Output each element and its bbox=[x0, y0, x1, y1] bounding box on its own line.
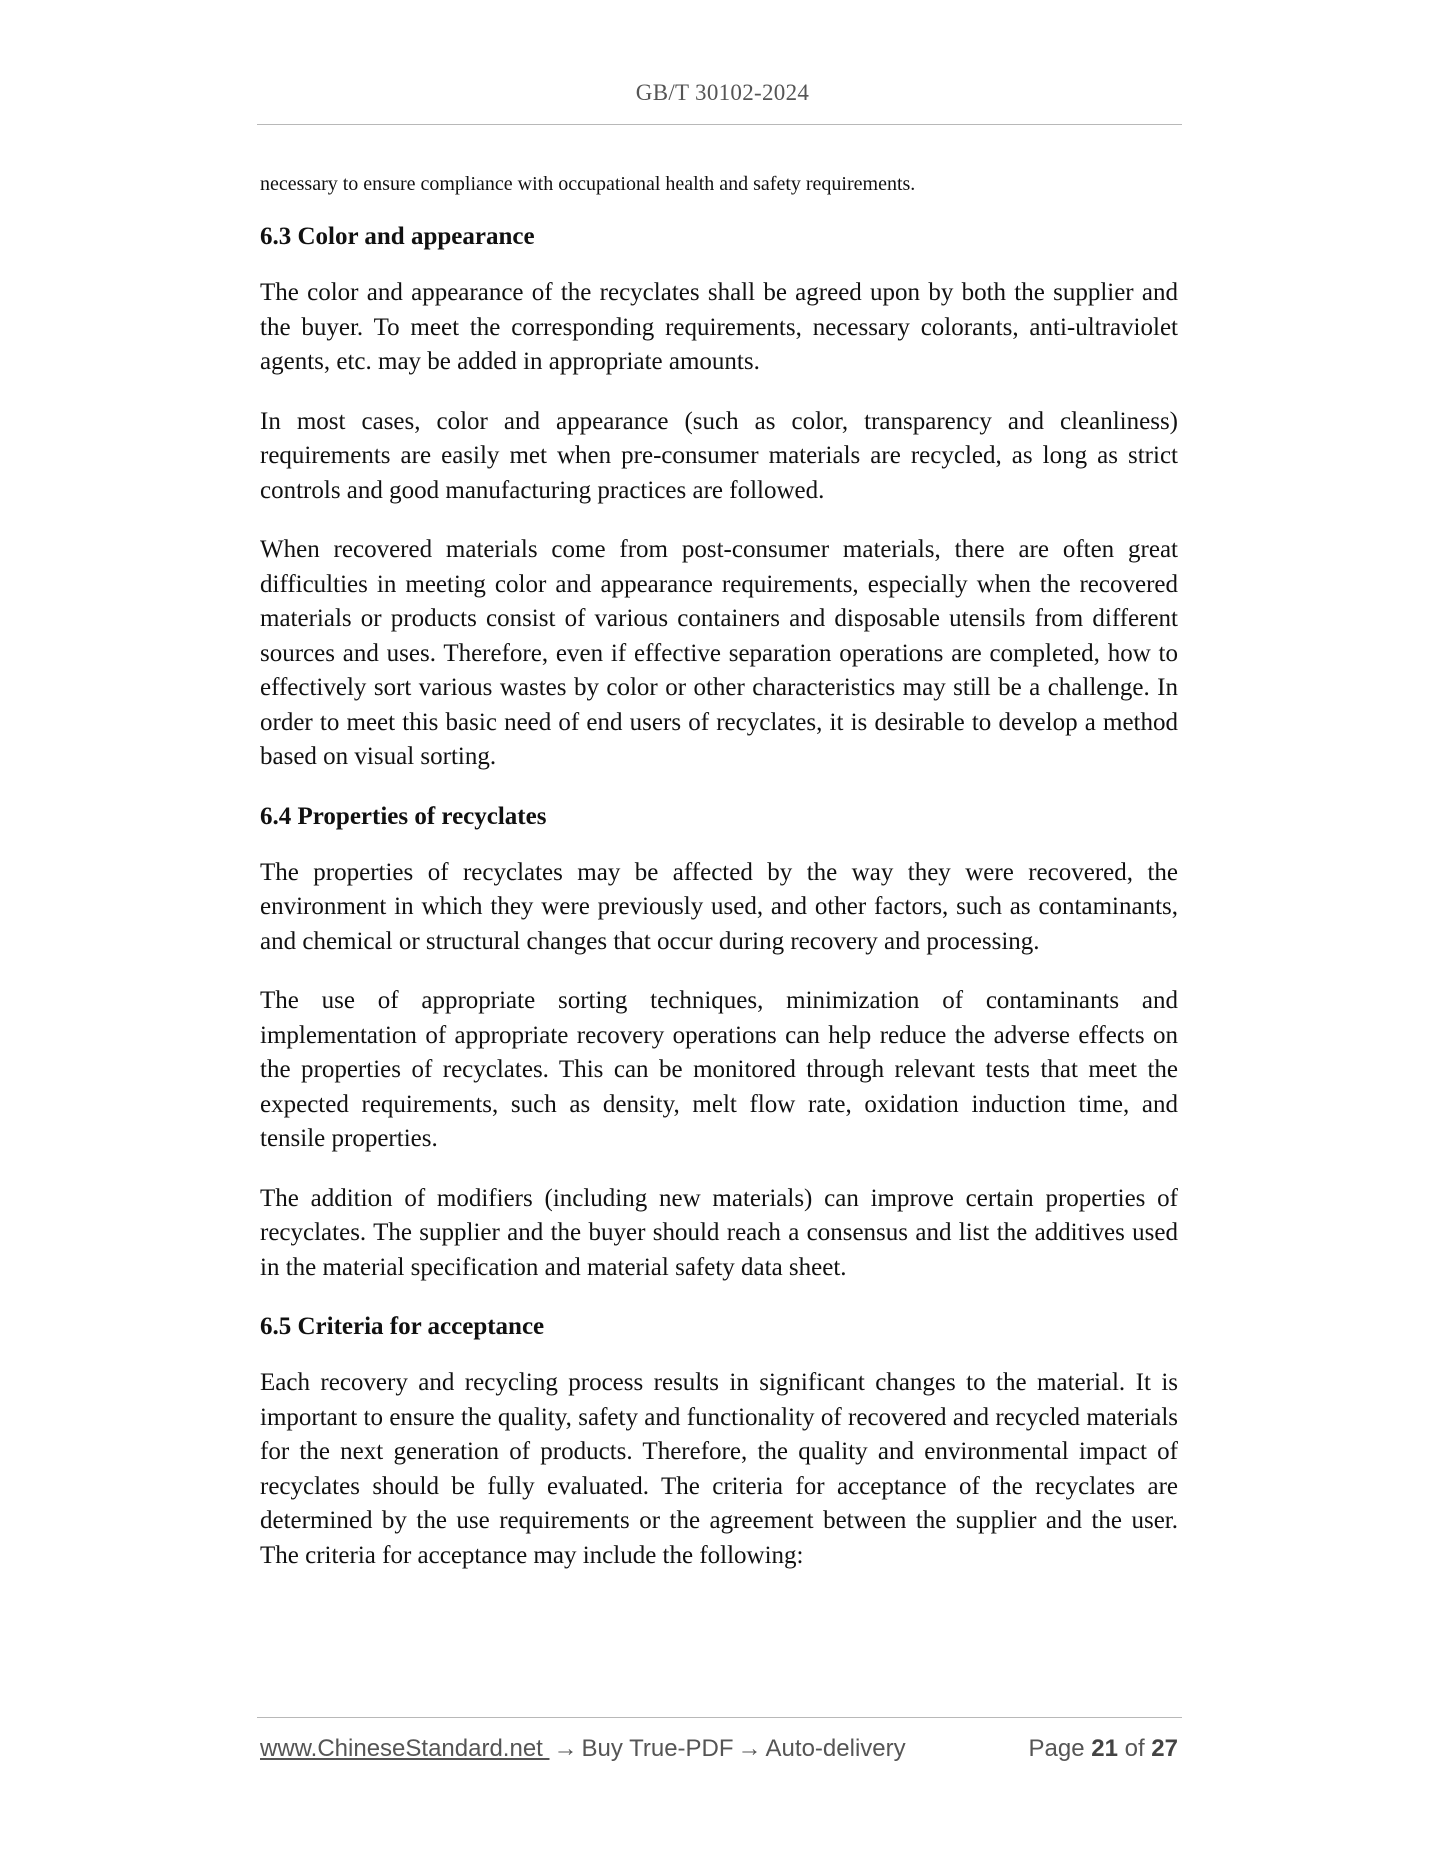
paragraph: When recovered materials come from post-consumer materials, there are often great difficulties in meeting color and appearance requirements, especially when the recovered materials or products consist of various containers and disposable utensils from different sources and uses. Therefore, even if effective separation operations are completed, how to effectively sort various wastes by color or other characteristics may still be a challenge. In order to meet this basic need of end users of recyclates, it is desirable to develop a method based on visual sorting. bbox=[260, 536, 1178, 770]
document-body bbox=[260, 170, 1178, 1598]
page-label: Page bbox=[1028, 1735, 1085, 1762]
footer-divider bbox=[257, 1717, 1182, 1718]
paragraph: The addition of modifiers (including new materials) can improve certain properties of recyclates. The supplier and the buyer should reach a consensus and list the additives used in the material specification and material safety data sheet. bbox=[260, 1184, 1178, 1281]
website-link[interactable]: www.ChineseStandard.net bbox=[260, 1735, 550, 1762]
page-number bbox=[1029, 1735, 1179, 1763]
arrow-right-icon: → bbox=[737, 1735, 762, 1762]
footer-promo bbox=[260, 1735, 906, 1763]
header-divider bbox=[257, 124, 1182, 125]
buy-pdf-text: Buy True-PDF bbox=[581, 1735, 734, 1762]
paragraph: The color and appearance of the recyclates shall be agreed upon by both the supplier and the buyer. To meet the corresponding requirements, necessary colorants, anti-ultraviolet agents, etc. may be added in appropriate amounts. bbox=[260, 279, 1178, 375]
page-current: 21 bbox=[1091, 1735, 1118, 1762]
paragraph: Each recovery and recycling process results in significant changes to the material. It is important to ensure the quality, safety and functionality of recovered and recycled materials for the next generation of products. Therefore, the quality and environmental impact of recyclates should be fully evaluated. The criteria for acceptance of the recyclates are determined by the use requirements or the agreement between the supplier and the user. The criteria for acceptance may include the following: bbox=[260, 1369, 1178, 1569]
section-heading-6-3: 6.3 Color and appearance bbox=[260, 223, 535, 250]
auto-delivery-text: Auto-delivery bbox=[765, 1735, 906, 1762]
document-code-header: GB/T 30102-2024 bbox=[635, 80, 810, 105]
paragraph: The use of appropriate sorting techniques, minimization of contaminants and implementation of appropriate recovery operations can help reduce the adverse effects on the properties of recyclates. This can be monitored through relevant tests that meet the expected requirements, such as density, melt flow rate, oxidation induction time, and tensile properties. bbox=[260, 987, 1178, 1152]
page-footer bbox=[260, 1735, 1178, 1769]
section-heading-6-5: 6.5 Criteria for acceptance bbox=[260, 1313, 545, 1340]
page-total: 27 bbox=[1151, 1735, 1178, 1762]
arrow-right-icon: → bbox=[553, 1735, 578, 1762]
page-of-label: of bbox=[1124, 1735, 1145, 1762]
paragraph: The properties of recyclates may be affected by the way they were recovered, the environment in which they were previously used, and other factors, such as contaminants, and chemical or structural changes that occur during recovery and processing. bbox=[260, 858, 1178, 955]
section-heading-6-4: 6.4 Properties of recyclates bbox=[260, 802, 547, 830]
paragraph: In most cases, color and appearance (such as color, transparency and cleanliness) requirements are easily met when pre-consumer materials are recycled, as long as strict controls and good manufacturing practices are followed. bbox=[260, 407, 1178, 504]
continued-text: necessary to ensure compliance with occupational health and safety requirements. bbox=[260, 173, 916, 195]
